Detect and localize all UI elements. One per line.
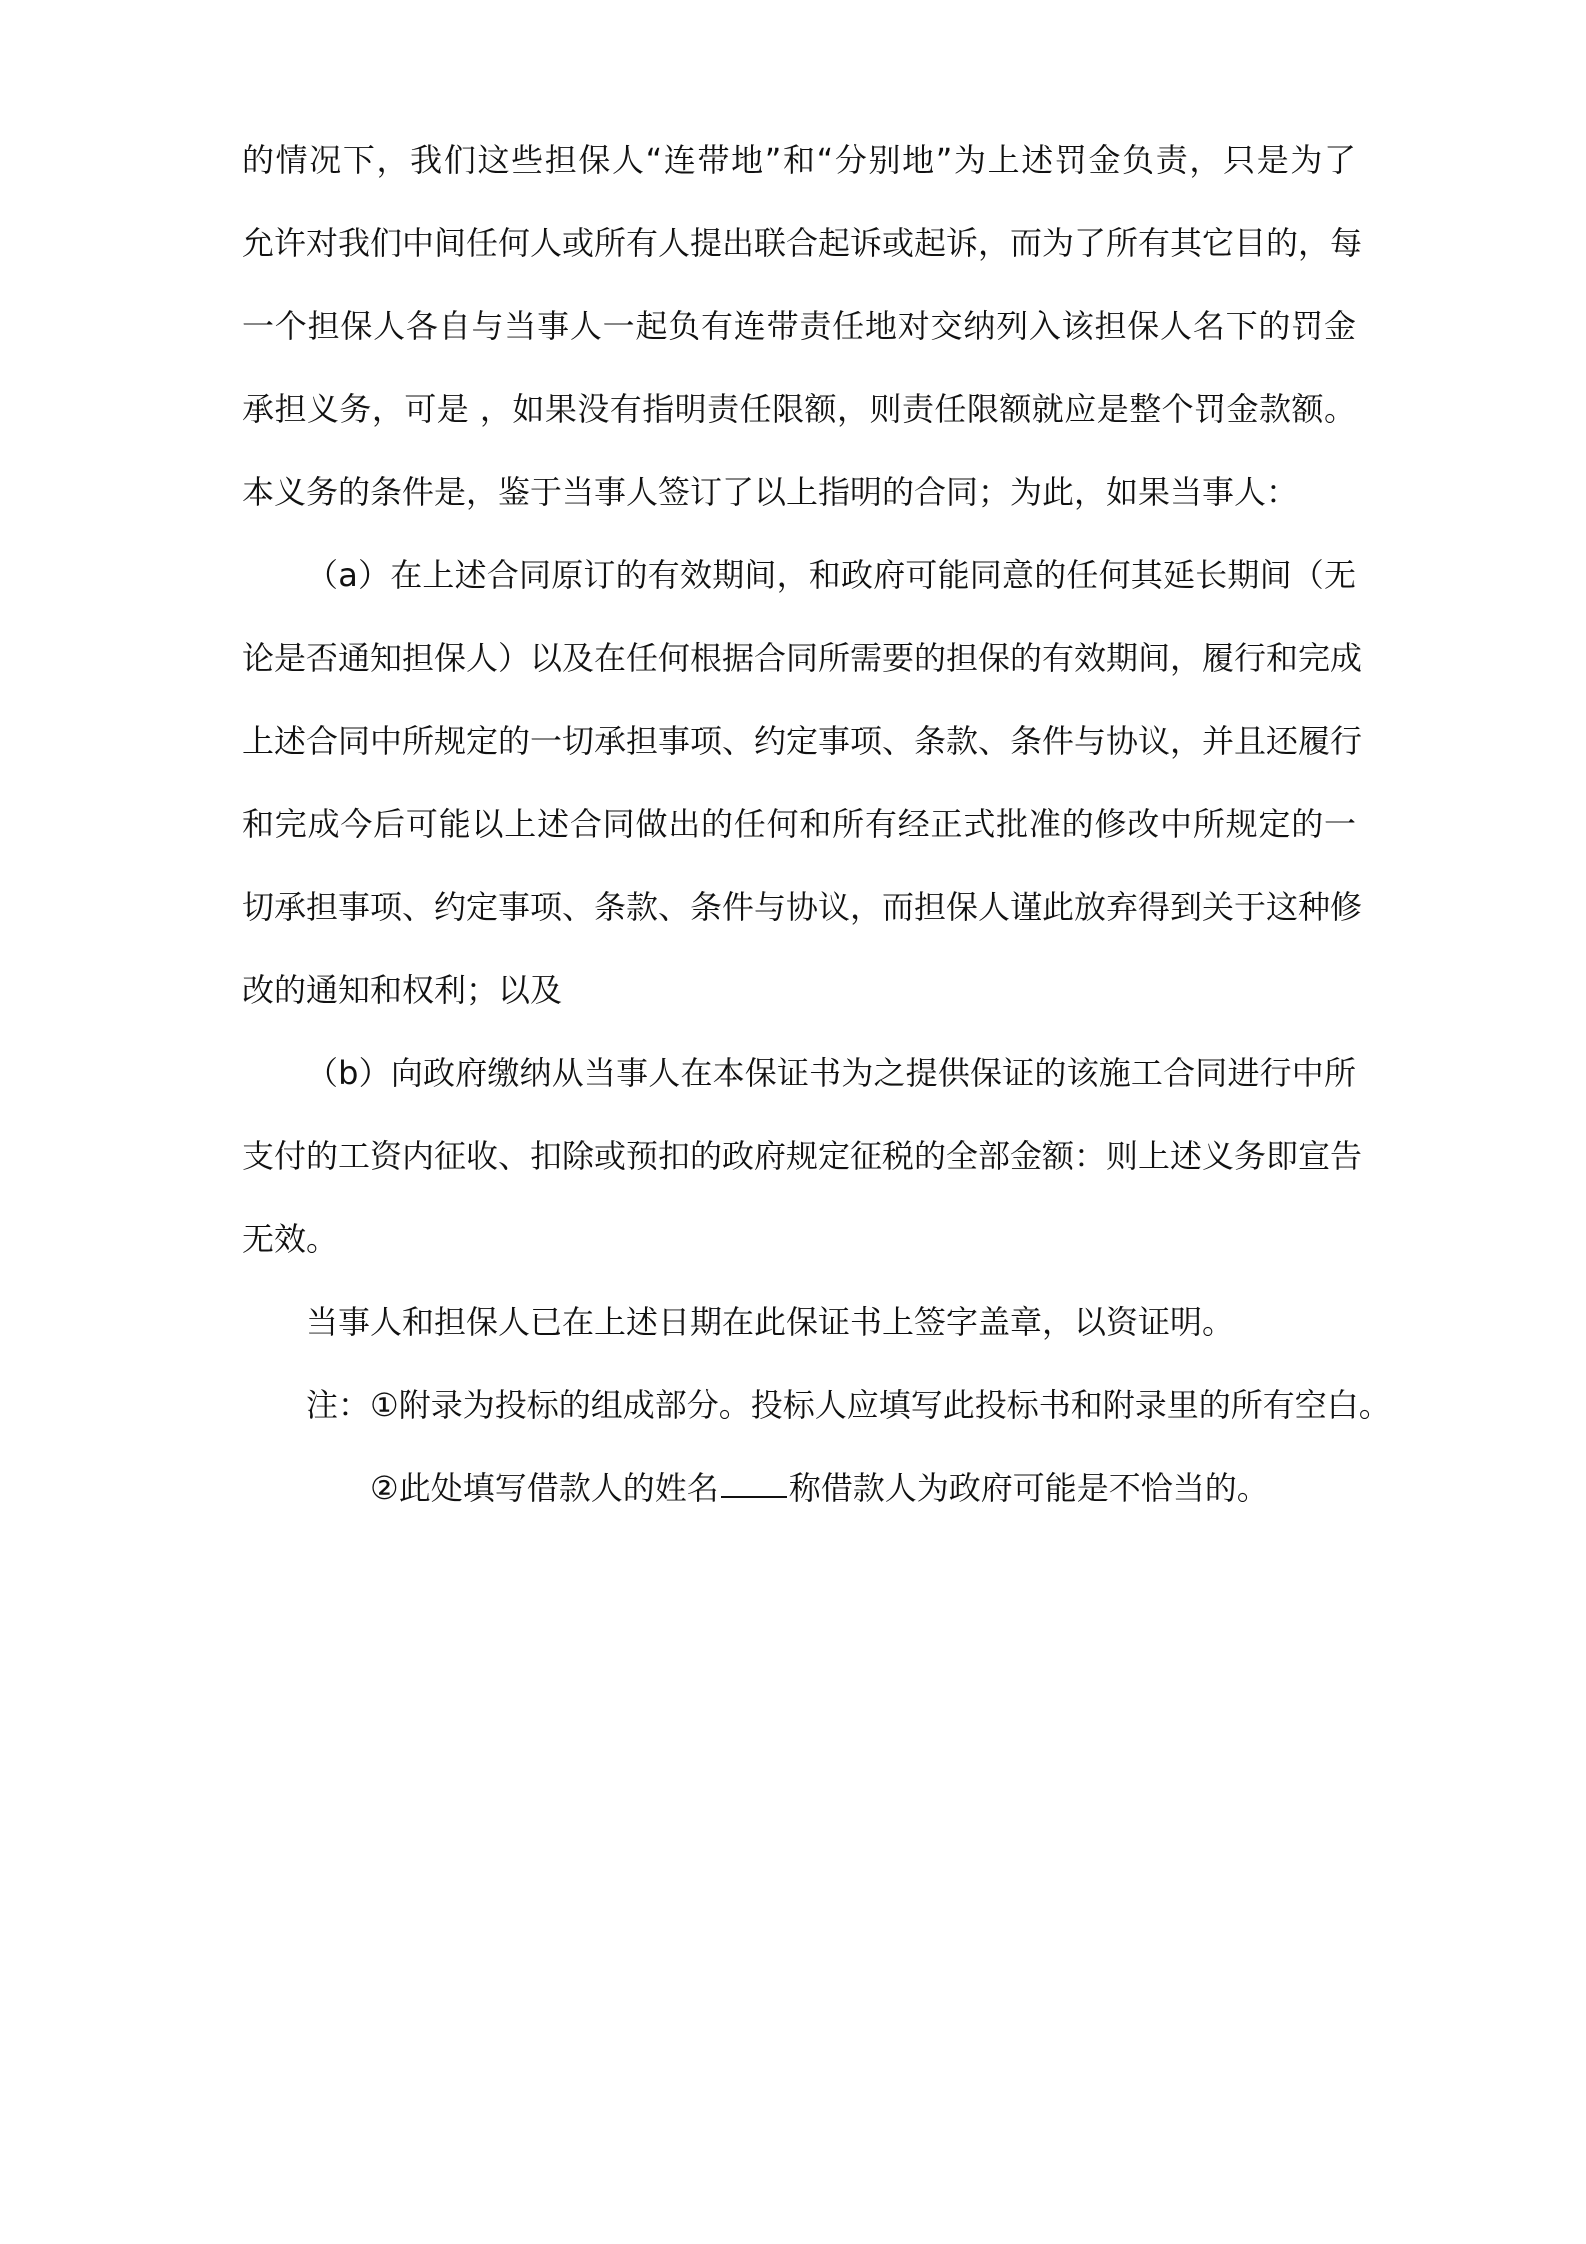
clause-a-line-2: 论是否通知担保人）以及在任何根据合同所需要的担保的有效期间，履行和完成 <box>242 639 1363 677</box>
clause-a-line-1: （a）在上述合同原订的有效期间，和政府可能同意的任何其延长期间（无 <box>306 556 1356 594</box>
note-2-text-before: ②此处填写借款人的姓名 <box>370 1469 719 1507</box>
clause-b-line-1: （b）向政府缴纳从当事人在本保证书为之提供保证的该施工合同进行中所 <box>306 1054 1356 1092</box>
note-2-text-after: 称借款人为政府可能是不恰当的。 <box>788 1469 1269 1507</box>
paragraph-line-5: 本义务的条件是，鉴于当事人签订了以上指明的合同；为此，如果当事人： <box>242 473 1299 511</box>
note-1: 注：①附录为投标的组成部分。投标人应填写此投标书和附录里的所有空白。 <box>306 1386 1391 1424</box>
paragraph-line-4: 承担义务，可是 ，如果没有指明责任限额，则责任限额就应是整个罚金款额。 <box>242 390 1356 428</box>
paragraph-line-3: 一个担保人各自与当事人一起负有连带责任地对交纳列入该担保人名下的罚金 <box>242 307 1356 345</box>
clause-a-line-6: 改的通知和权利；以及 <box>242 971 563 1009</box>
clause-b-line-2: 支付的工资内征收、扣除或预扣的政府规定征税的全部金额：则上述义务即宣告 <box>242 1137 1363 1175</box>
clause-a-line-3: 上述合同中所规定的一切承担事项、约定事项、条款、条件与协议，并且还履行 <box>242 722 1363 760</box>
note-2 <box>370 1468 1269 1508</box>
clause-a-line-5: 切承担事项、约定事项、条款、条件与协议，而担保人谨此放弃得到关于这种修 <box>242 888 1363 926</box>
paragraph-line-1: 的情况下，我们这些担保人“连带地”和“分别地”为上述罚金负责，只是为了 <box>242 141 1356 179</box>
clause-a-line-4: 和完成今后可能以上述合同做出的任何和所有经正式批准的修改中所规定的一 <box>242 805 1356 843</box>
witness-statement: 当事人和担保人已在上述日期在此保证书上签字盖章，以资证明。 <box>306 1303 1235 1341</box>
paragraph-line-2: 允许对我们中间任何人或所有人提出联合起诉或起诉，而为了所有其它目的，每 <box>242 224 1363 262</box>
clause-b-line-3: 无效。 <box>242 1220 339 1258</box>
blank-line <box>721 1496 787 1498</box>
